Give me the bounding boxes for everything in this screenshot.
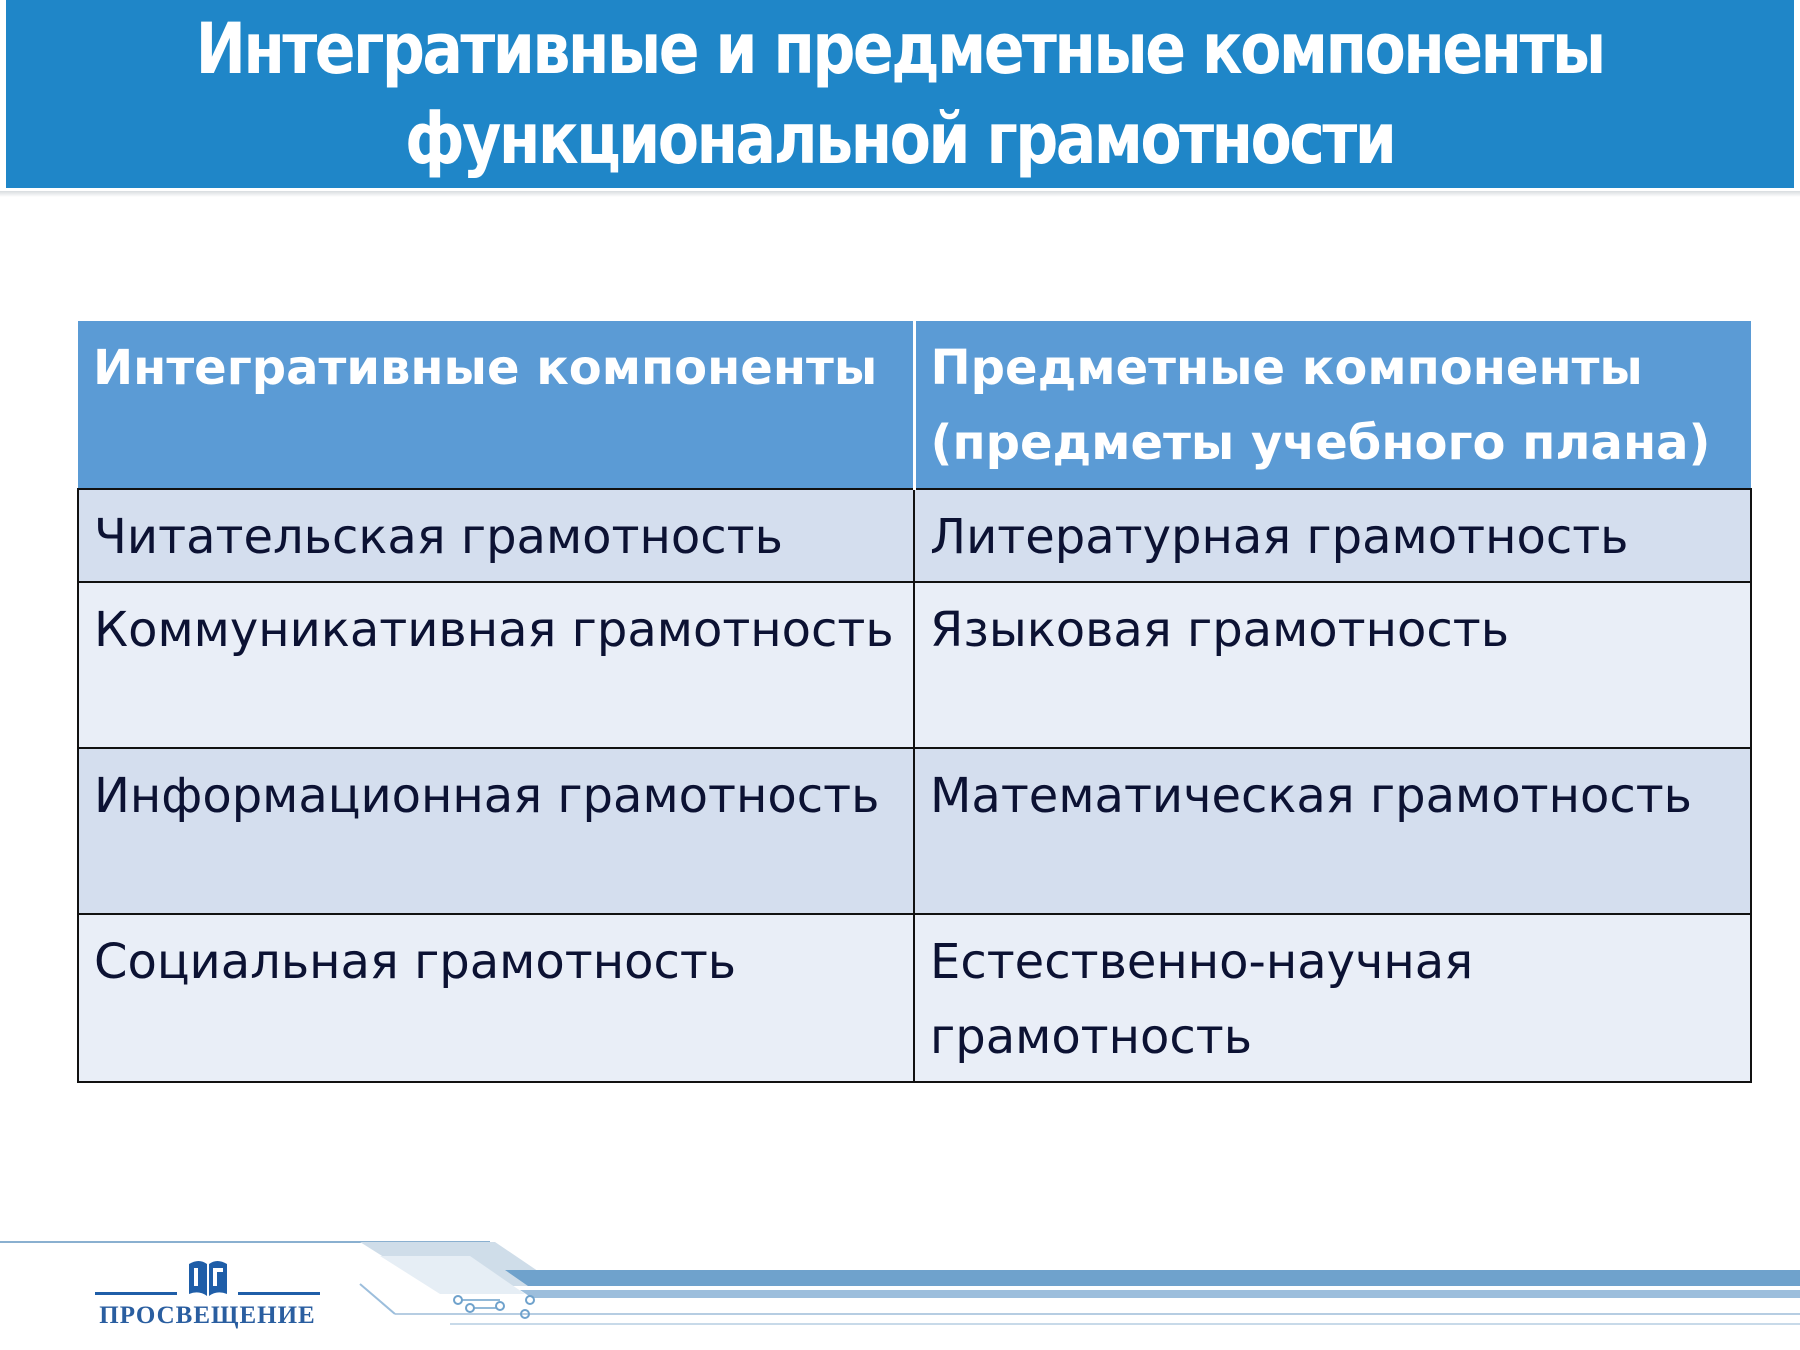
logo-text: ПРОСВЕЩЕНИЕ <box>99 1302 316 1329</box>
table-row <box>78 582 1751 748</box>
slide-title: Интегративные и предметные компоненты функциональной грамотности <box>195 8 1605 180</box>
table-row <box>78 489 1751 582</box>
table-cell-subject: Языковая грамотность <box>914 582 1751 748</box>
column-header-integrative: Интегративные компоненты <box>78 321 914 489</box>
table-cell-integrative: Социальная грамотность <box>78 914 914 1082</box>
table-header-row <box>78 321 1751 489</box>
header-divider <box>0 191 1800 197</box>
table-cell-subject: Математическая грамотность <box>914 748 1751 914</box>
table-row <box>78 914 1751 1082</box>
table-cell-integrative: Коммуникативная грамотность <box>78 582 914 748</box>
table-row <box>78 748 1751 914</box>
table-cell-integrative: Информационная грамотность <box>78 748 914 914</box>
open-book-logo-icon <box>185 1254 231 1300</box>
table-cell-subject: Естественно-научная грамотность <box>914 914 1751 1082</box>
logo-line-right <box>238 1292 320 1295</box>
column-header-subject: Предметные компоненты (предметы учебного плана) <box>914 321 1751 489</box>
table-cell-integrative: Читательская грамотность <box>78 489 914 582</box>
logo-line-left <box>95 1292 177 1295</box>
slide-header <box>6 0 1794 188</box>
components-table <box>77 321 1752 1083</box>
components-table-container <box>77 321 1750 1083</box>
table-cell-subject: Литературная грамотность <box>914 489 1751 582</box>
